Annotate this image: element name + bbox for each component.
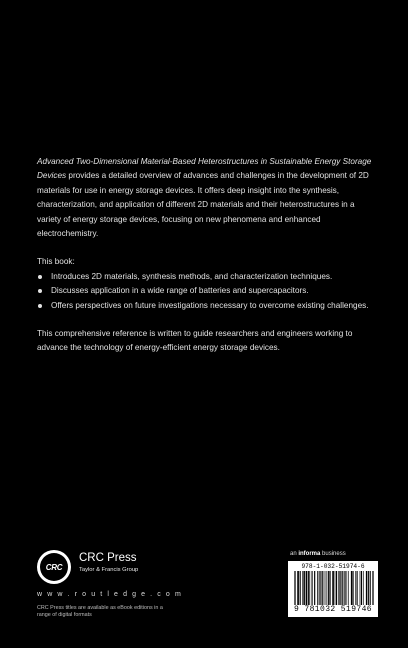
barcode-bar [357, 571, 358, 605]
logo-text: CRC [45, 562, 63, 572]
barcode-bar [343, 571, 344, 605]
barcode-bar [308, 571, 309, 605]
barcode-bar [368, 571, 369, 605]
barcode-bar [305, 571, 306, 605]
barcode-bar [319, 571, 320, 605]
ebook-note: CRC Press titles are available as eBook editions in a range of digital formats [37, 605, 163, 618]
bullet-icon [38, 289, 42, 293]
closing-paragraph: This comprehensive reference is written to guide researchers and engineers working to advance the technology of energy-efficient energy storage devices. [37, 329, 353, 353]
barcode-bar [335, 571, 336, 605]
barcode-bar [318, 571, 319, 605]
barcode-bar [317, 571, 318, 605]
barcode-bar [328, 571, 329, 605]
barcode-bar [342, 571, 343, 605]
barcode-bar [352, 571, 353, 605]
barcode-bar [370, 571, 371, 605]
list-item [37, 284, 377, 298]
barcode-bar [325, 571, 326, 605]
barcode-bar [357, 571, 358, 605]
barcode-bar [351, 571, 352, 605]
publisher-url: w w w . r o u t l e d g e . c o m [37, 591, 183, 598]
list-item [37, 270, 377, 284]
barcode-bar [302, 571, 303, 605]
barcode-bar [368, 571, 369, 605]
barcode-bar [360, 571, 361, 605]
barcode-bar [298, 571, 299, 605]
barcode-bar [308, 571, 309, 605]
barcode-bar [330, 571, 331, 605]
isbn-barcode [288, 561, 378, 617]
barcode-bar [297, 571, 298, 605]
barcode-bar [370, 571, 371, 605]
feature-text: Discusses application in a wide range of batteries and supercapacitors. [51, 286, 309, 296]
description-block [37, 155, 377, 356]
description-paragraph [37, 155, 377, 241]
isbn-number: 978-1-032-51974-6 [301, 563, 365, 570]
barcode-bar [306, 571, 307, 605]
barcode-bar [300, 571, 301, 605]
barcode-bar [344, 571, 345, 605]
barcode-bar [352, 571, 353, 605]
informa-business-label: an informa business [290, 551, 346, 557]
this-book-label: This book: [37, 257, 75, 267]
bullet-icon [38, 304, 42, 308]
barcode-bar [332, 571, 333, 605]
barcode-bar [294, 571, 295, 605]
barcode-bar [326, 571, 327, 605]
barcode-bar [341, 571, 342, 605]
barcode-bar [300, 571, 301, 605]
barcode-bar [315, 571, 316, 605]
barcode-bar [333, 571, 334, 605]
barcode-bar [338, 571, 339, 605]
barcode-bar [362, 571, 363, 605]
barcode-bar [361, 571, 362, 605]
informa-brand: informa [298, 551, 321, 557]
barcode-bar [307, 571, 308, 605]
feature-list [37, 270, 377, 313]
barcode-bar [337, 571, 338, 605]
crc-press-logo [37, 550, 71, 584]
barcode-bar [322, 571, 323, 605]
book-title-italic: Advanced Two-Dimensional Material-Based Heterostructures in Sustainable Energy Storage Devices [37, 157, 372, 181]
barcode-bar [339, 571, 340, 605]
barcode-bar [295, 571, 296, 605]
list-item [37, 299, 377, 313]
barcode-bar [303, 571, 304, 605]
barcode-bar [373, 571, 374, 605]
description-text: provides a detailed overview of advances and challenges in the development of 2D materials for use in energy storage devices. It offers deep insight into the synthesis, characterization, and application of different 2D materials and their heterostructures in a variety of energy storage devices, focusing on new phenomena and enhanced electrochemistry. [37, 171, 369, 239]
barcode-bar [333, 571, 334, 605]
barcode-bar [328, 571, 329, 605]
barcode-bar [320, 571, 321, 605]
barcode-bar [353, 571, 354, 605]
bullet-icon [38, 275, 42, 279]
barcode-bar [323, 571, 324, 605]
barcode-bar [355, 571, 356, 605]
feature-text: Offers perspectives on future investigations necessary to overcome existing challenges. [51, 300, 369, 310]
barcode-bar [329, 571, 330, 605]
barcode-bar [372, 571, 373, 605]
barcode-digits: 9 781032 519746 [293, 605, 372, 614]
barcode-bar [304, 571, 305, 605]
publisher-name: CRC Press [79, 552, 137, 564]
barcode-bar [314, 571, 315, 605]
barcode-bar [348, 571, 349, 605]
publisher-subtitle: Taylor & Francis Group [79, 567, 139, 573]
barcode-bar [298, 571, 299, 605]
barcode-bar [363, 571, 364, 605]
barcode-bar [340, 571, 341, 605]
barcode-bar [366, 571, 367, 605]
barcode-bar [311, 571, 312, 605]
barcode-bar [312, 571, 313, 605]
barcode-bar [367, 571, 368, 605]
feature-text: Introduces 2D materials, synthesis methods, and characterization techniques. [51, 271, 333, 281]
barcode-bar [336, 571, 337, 605]
barcode-bar [322, 571, 323, 605]
barcode-icon [294, 571, 374, 605]
barcode-bar [345, 571, 346, 605]
barcode-bar [309, 571, 310, 605]
barcode-bar [347, 571, 348, 605]
